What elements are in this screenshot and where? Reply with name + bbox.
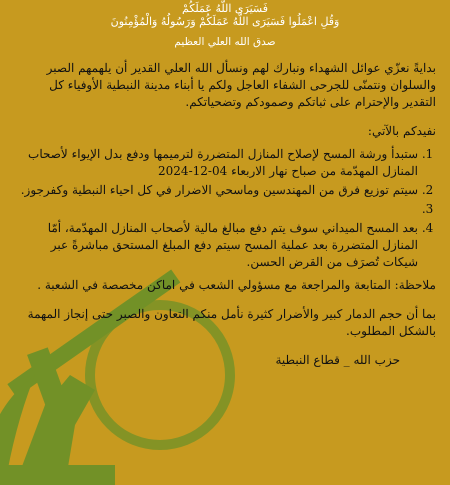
list-item (14, 201, 418, 218)
closing-paragraph: بما أن حجم الدمار كبير والأضرار كثيرة نأمل منكم التعاون والصبر حتى إنجاز المهمة بالشكل المطلوب. (27, 307, 436, 338)
list-item: 1. ستبدأ ورشة المسح لإصلاح المنازل المتضررة لترميمها ودفع بدل الإيواء لأصحاب المنازل المهدّمة من صباح نهار الاربعاء 04-12-2024 (14, 146, 418, 180)
verse-closing: صدق الله العلي العظيم (174, 36, 276, 48)
signature: حزب الله _ قطاع النبطية (275, 353, 400, 367)
lead-line: نفيدكم بالآتي: (367, 124, 436, 138)
items-list (14, 146, 436, 271)
intro-paragraph: بدايةً نعزّي عوائل الشهداء ونبارك لهم ونسأل الله العلي القدير أن يلهمهم الصبر والسلوان ونتمنّى للجرحى الشفاء العاجل ولكم يا أبناء مدينة النبطية الأوفياء كل التقدير والإحترام على ثباتكم وصمودكم وتضحياتكم. (46, 61, 436, 109)
note-paragraph: ملاحظة: المتابعة والمراجعة مع مسؤولي الشعب في اماكن مخصصة في الشعبة . (37, 278, 436, 292)
quran-verse-top: فَسَيَرَى اللَّهُ عَمَلَكُمْ (182, 2, 268, 14)
list-item: 2. سيتم توزيع فرق من المهندسين وماسحي الاضرار في كل احياء النبطية وكفرجوز. (14, 182, 418, 199)
quran-verse: وَقُلِ اعْمَلُوا فَسَيَرَى اللَّهُ عَمَلَكُمْ وَرَسُولُهُ وَالْمُؤْمِنُونَ (110, 15, 340, 28)
list-item: 4. بعد المسح الميداني سوف يتم دفع مبالغ مالية لأصحاب المنازل المهدّمة، أمّا المنازل المتضررة بعد عملية المسح سيتم دفع المبلغ المستحق مباشرةً عبر شيكات تُصرَف من القرض الحسن. (14, 220, 418, 271)
